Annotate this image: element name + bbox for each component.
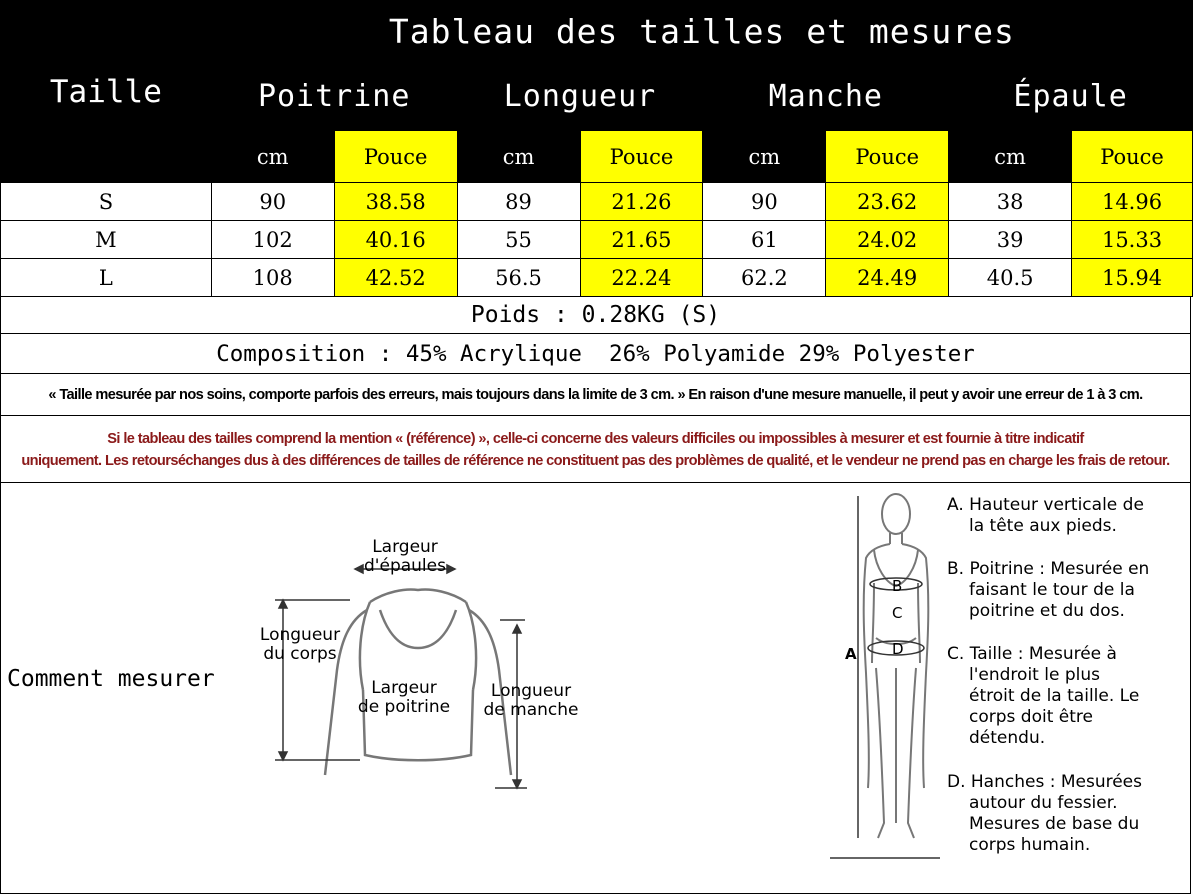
reference-warning	[0, 416, 1191, 483]
body-length-label	[254, 626, 346, 664]
legend-text: D. Hanches : Mesurées	[947, 772, 1142, 792]
body-figure-diagram	[830, 488, 940, 863]
table-cell: 38	[949, 183, 1072, 221]
legend-text: étroit de la taille. Le	[969, 686, 1140, 706]
size-label: S	[1, 183, 212, 221]
size-label: L	[1, 259, 212, 297]
collar-outline	[370, 590, 466, 603]
legend-a	[947, 495, 1144, 537]
unit-header: Pouce	[826, 131, 949, 183]
warning-line: uniquement. Les retourséchanges dus à des différences de tailles de référence ne constituent pas des problèmes de qualité, et le vendeur ne prend pas en charge les frais de retour.	[21, 453, 1170, 469]
table-cell: 62.2	[703, 259, 826, 297]
mark-d: D	[892, 640, 904, 658]
label-text: Longueur	[259, 625, 341, 645]
group-header: Poitrine	[211, 63, 457, 131]
mark-b: B	[892, 577, 903, 595]
table-cell: 108	[211, 259, 334, 297]
how-to-measure-label: Comment mesurer	[7, 666, 215, 692]
table-cell: 21.26	[580, 183, 703, 221]
table-cell: 90	[211, 183, 334, 221]
table-cell: 40.5	[949, 259, 1072, 297]
legend-text: corps doit être	[969, 707, 1093, 727]
table-cell: 15.33	[1072, 221, 1193, 259]
table-cell: 89	[457, 183, 580, 221]
table-cell: 21.65	[580, 221, 703, 259]
shoulder-width-label	[350, 538, 460, 576]
group-header: Épaule	[949, 63, 1193, 131]
legend-b	[947, 559, 1149, 622]
table-cell: 56.5	[457, 259, 580, 297]
table-cell: 23.62	[826, 183, 949, 221]
legend-text: autour du fessier.	[969, 793, 1118, 813]
table-cell: 42.52	[334, 259, 457, 297]
weight-line: Poids : 0.28KG (S)	[0, 296, 1191, 334]
measurement-note: « Taille mesurée par nos soins, comporte parfois des erreurs, mais toujours dans la limite de 3 cm. » En raison d'une mesure manuelle, il peut y avoir une erreur de 1 à 3 cm.	[0, 374, 1191, 416]
table-cell: 14.96	[1072, 183, 1193, 221]
size-table	[0, 0, 1193, 297]
table-cell: 15.94	[1072, 259, 1193, 297]
legend-text: poitrine et du dos.	[969, 601, 1125, 621]
label-text: Largeur	[372, 537, 438, 557]
legend-text: la tête aux pieds.	[969, 516, 1117, 536]
legend-text: B. Poitrine : Mesurée en	[947, 559, 1150, 579]
label-text: d'épaules	[364, 556, 446, 576]
table-cell: 22.24	[580, 259, 703, 297]
table-cell: 38.58	[334, 183, 457, 221]
unit-header: cm	[949, 131, 1072, 183]
unit-header: Pouce	[580, 131, 703, 183]
legend-d	[947, 772, 1142, 856]
chest-width-label	[352, 679, 456, 717]
label-text: Longueur	[490, 681, 572, 701]
label-text: de poitrine	[357, 697, 451, 717]
unit-header: cm	[457, 131, 580, 183]
table-cell: 90	[703, 183, 826, 221]
legend-text: Mesures de base du	[969, 814, 1140, 834]
legend-text: corps humain.	[969, 835, 1091, 855]
legend-text: l'endroit le plus	[969, 665, 1100, 685]
unit-header: Pouce	[334, 131, 457, 183]
table-cell: 24.49	[826, 259, 949, 297]
table-row	[1, 259, 1193, 297]
size-label: M	[1, 221, 212, 259]
table-cell: 61	[703, 221, 826, 259]
legend-text: A. Hauteur verticale de	[947, 495, 1144, 515]
body-outline	[360, 602, 476, 690]
table-cell: 55	[457, 221, 580, 259]
size-header: Taille	[1, 1, 212, 183]
label-text: Largeur	[371, 678, 437, 698]
legend-text: détendu.	[969, 728, 1046, 748]
table-title: Tableau des tailles et mesures	[211, 1, 1192, 63]
table-cell: 24.02	[826, 221, 949, 259]
neckline-outline	[380, 610, 456, 648]
mark-c: C	[892, 604, 903, 622]
label-text: du corps	[263, 644, 337, 664]
legend-c	[947, 644, 1139, 749]
table-row	[1, 183, 1193, 221]
group-header: Longueur	[457, 63, 703, 131]
table-cell: 39	[949, 221, 1072, 259]
mark-a: A	[845, 645, 857, 663]
unit-header: cm	[703, 131, 826, 183]
table-row	[1, 221, 1193, 259]
table-cell: 40.16	[334, 221, 457, 259]
unit-header: Pouce	[1072, 131, 1193, 183]
table-cell: 102	[211, 221, 334, 259]
label-text: de manche	[483, 700, 579, 720]
group-header: Manche	[703, 63, 949, 131]
legend-text: faisant le tour de la	[969, 580, 1135, 600]
legend-text: C. Taille : Mesurée à	[947, 644, 1117, 664]
sleeve-length-label	[478, 682, 584, 720]
warning-line: Si le tableau des tailles comprend la mention « (référence) », celle-ci concerne des valeurs difficiles ou impossibles à mesurer et est fournie à titre indicatif	[107, 431, 1084, 447]
unit-header: cm	[211, 131, 334, 183]
composition-line: Composition : 45% Acrylique 26% Polyamide 29% Polyester	[0, 334, 1191, 374]
